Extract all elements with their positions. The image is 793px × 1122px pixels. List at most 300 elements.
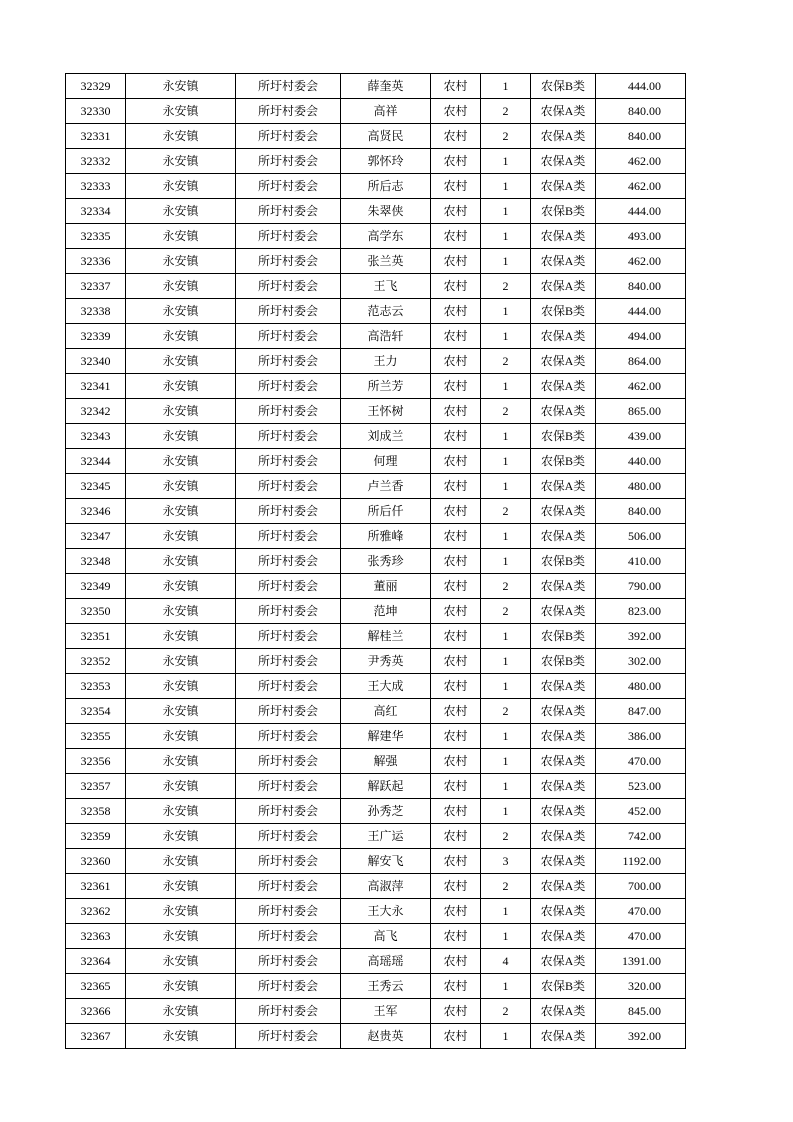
cell-village: 所圩村委会 bbox=[236, 199, 341, 224]
cell-village: 所圩村委会 bbox=[236, 149, 341, 174]
cell-count: 2 bbox=[481, 124, 531, 149]
cell-category: 农保A类 bbox=[531, 724, 596, 749]
table-row bbox=[66, 599, 686, 624]
cell-town: 永安镇 bbox=[126, 624, 236, 649]
table-row bbox=[66, 549, 686, 574]
cell-town: 永安镇 bbox=[126, 849, 236, 874]
cell-category: 农保A类 bbox=[531, 899, 596, 924]
cell-residence: 农村 bbox=[431, 574, 481, 599]
table-row bbox=[66, 174, 686, 199]
cell-category: 农保A类 bbox=[531, 1024, 596, 1049]
cell-name: 王广运 bbox=[341, 824, 431, 849]
cell-residence: 农村 bbox=[431, 624, 481, 649]
cell-town: 永安镇 bbox=[126, 399, 236, 424]
cell-id: 32350 bbox=[66, 599, 126, 624]
cell-village: 所圩村委会 bbox=[236, 349, 341, 374]
cell-town: 永安镇 bbox=[126, 874, 236, 899]
cell-town: 永安镇 bbox=[126, 449, 236, 474]
cell-town: 永安镇 bbox=[126, 1024, 236, 1049]
cell-name: 王飞 bbox=[341, 274, 431, 299]
cell-town: 永安镇 bbox=[126, 74, 236, 99]
cell-id: 32360 bbox=[66, 849, 126, 874]
table-row bbox=[66, 149, 686, 174]
cell-residence: 农村 bbox=[431, 374, 481, 399]
table-row bbox=[66, 974, 686, 999]
cell-id: 32361 bbox=[66, 874, 126, 899]
cell-category: 农保B类 bbox=[531, 199, 596, 224]
cell-town: 永安镇 bbox=[126, 249, 236, 274]
cell-town: 永安镇 bbox=[126, 99, 236, 124]
cell-village: 所圩村委会 bbox=[236, 449, 341, 474]
cell-name: 王大成 bbox=[341, 674, 431, 699]
cell-name: 解安飞 bbox=[341, 849, 431, 874]
cell-amount: 470.00 bbox=[596, 924, 686, 949]
cell-id: 32355 bbox=[66, 724, 126, 749]
cell-residence: 农村 bbox=[431, 424, 481, 449]
cell-residence: 农村 bbox=[431, 74, 481, 99]
cell-count: 1 bbox=[481, 199, 531, 224]
cell-residence: 农村 bbox=[431, 799, 481, 824]
cell-amount: 392.00 bbox=[596, 1024, 686, 1049]
cell-name: 高学东 bbox=[341, 224, 431, 249]
table-row bbox=[66, 1024, 686, 1049]
cell-count: 2 bbox=[481, 499, 531, 524]
table-row bbox=[66, 124, 686, 149]
cell-residence: 农村 bbox=[431, 199, 481, 224]
cell-town: 永安镇 bbox=[126, 324, 236, 349]
cell-name: 郭怀玲 bbox=[341, 149, 431, 174]
cell-name: 何理 bbox=[341, 449, 431, 474]
cell-name: 所后志 bbox=[341, 174, 431, 199]
cell-category: 农保B类 bbox=[531, 549, 596, 574]
cell-id: 32332 bbox=[66, 149, 126, 174]
cell-category: 农保A类 bbox=[531, 749, 596, 774]
cell-category: 农保A类 bbox=[531, 499, 596, 524]
table-row bbox=[66, 99, 686, 124]
cell-count: 1 bbox=[481, 524, 531, 549]
cell-category: 农保A类 bbox=[531, 99, 596, 124]
cell-amount: 480.00 bbox=[596, 474, 686, 499]
cell-amount: 840.00 bbox=[596, 124, 686, 149]
cell-id: 32346 bbox=[66, 499, 126, 524]
cell-count: 1 bbox=[481, 624, 531, 649]
cell-amount: 864.00 bbox=[596, 349, 686, 374]
cell-amount: 494.00 bbox=[596, 324, 686, 349]
cell-residence: 农村 bbox=[431, 674, 481, 699]
cell-category: 农保B类 bbox=[531, 449, 596, 474]
cell-id: 32334 bbox=[66, 199, 126, 224]
table-row bbox=[66, 299, 686, 324]
cell-id: 32349 bbox=[66, 574, 126, 599]
cell-category: 农保B类 bbox=[531, 624, 596, 649]
cell-category: 农保B类 bbox=[531, 74, 596, 99]
cell-count: 1 bbox=[481, 774, 531, 799]
cell-amount: 439.00 bbox=[596, 424, 686, 449]
cell-name: 薛奎英 bbox=[341, 74, 431, 99]
cell-name: 所兰芳 bbox=[341, 374, 431, 399]
cell-residence: 农村 bbox=[431, 174, 481, 199]
cell-residence: 农村 bbox=[431, 699, 481, 724]
cell-village: 所圩村委会 bbox=[236, 299, 341, 324]
cell-town: 永安镇 bbox=[126, 349, 236, 374]
cell-name: 朱翠侠 bbox=[341, 199, 431, 224]
cell-amount: 320.00 bbox=[596, 974, 686, 999]
cell-town: 永安镇 bbox=[126, 749, 236, 774]
cell-village: 所圩村委会 bbox=[236, 474, 341, 499]
cell-count: 2 bbox=[481, 99, 531, 124]
cell-amount: 462.00 bbox=[596, 149, 686, 174]
cell-name: 解建华 bbox=[341, 724, 431, 749]
cell-village: 所圩村委会 bbox=[236, 974, 341, 999]
cell-village: 所圩村委会 bbox=[236, 174, 341, 199]
cell-count: 1 bbox=[481, 1024, 531, 1049]
cell-count: 2 bbox=[481, 824, 531, 849]
cell-residence: 农村 bbox=[431, 924, 481, 949]
cell-category: 农保A类 bbox=[531, 349, 596, 374]
cell-category: 农保A类 bbox=[531, 774, 596, 799]
cell-id: 32340 bbox=[66, 349, 126, 374]
table-row bbox=[66, 199, 686, 224]
cell-village: 所圩村委会 bbox=[236, 949, 341, 974]
table-row bbox=[66, 274, 686, 299]
cell-residence: 农村 bbox=[431, 849, 481, 874]
cell-count: 2 bbox=[481, 874, 531, 899]
table-row bbox=[66, 749, 686, 774]
cell-village: 所圩村委会 bbox=[236, 874, 341, 899]
cell-name: 王怀树 bbox=[341, 399, 431, 424]
table-row bbox=[66, 699, 686, 724]
roster-table-body bbox=[66, 74, 686, 1049]
table-row bbox=[66, 799, 686, 824]
cell-residence: 农村 bbox=[431, 99, 481, 124]
cell-count: 4 bbox=[481, 949, 531, 974]
cell-village: 所圩村委会 bbox=[236, 224, 341, 249]
cell-town: 永安镇 bbox=[126, 299, 236, 324]
cell-id: 32358 bbox=[66, 799, 126, 824]
cell-count: 1 bbox=[481, 324, 531, 349]
cell-residence: 农村 bbox=[431, 724, 481, 749]
cell-count: 1 bbox=[481, 474, 531, 499]
cell-count: 1 bbox=[481, 224, 531, 249]
cell-id: 32336 bbox=[66, 249, 126, 274]
cell-amount: 845.00 bbox=[596, 999, 686, 1024]
cell-village: 所圩村委会 bbox=[236, 899, 341, 924]
table-row bbox=[66, 349, 686, 374]
cell-residence: 农村 bbox=[431, 524, 481, 549]
table-row bbox=[66, 574, 686, 599]
cell-town: 永安镇 bbox=[126, 274, 236, 299]
cell-residence: 农村 bbox=[431, 324, 481, 349]
cell-category: 农保A类 bbox=[531, 124, 596, 149]
cell-amount: 1391.00 bbox=[596, 949, 686, 974]
cell-village: 所圩村委会 bbox=[236, 274, 341, 299]
cell-count: 1 bbox=[481, 74, 531, 99]
cell-town: 永安镇 bbox=[126, 224, 236, 249]
cell-id: 32329 bbox=[66, 74, 126, 99]
cell-amount: 444.00 bbox=[596, 199, 686, 224]
cell-count: 1 bbox=[481, 449, 531, 474]
cell-count: 1 bbox=[481, 549, 531, 574]
cell-name: 张秀珍 bbox=[341, 549, 431, 574]
cell-name: 王军 bbox=[341, 999, 431, 1024]
cell-id: 32347 bbox=[66, 524, 126, 549]
cell-id: 32353 bbox=[66, 674, 126, 699]
table-row bbox=[66, 424, 686, 449]
cell-town: 永安镇 bbox=[126, 124, 236, 149]
cell-name: 解桂兰 bbox=[341, 624, 431, 649]
cell-town: 永安镇 bbox=[126, 199, 236, 224]
table-row bbox=[66, 224, 686, 249]
cell-residence: 农村 bbox=[431, 124, 481, 149]
cell-town: 永安镇 bbox=[126, 924, 236, 949]
cell-amount: 700.00 bbox=[596, 874, 686, 899]
cell-village: 所圩村委会 bbox=[236, 99, 341, 124]
cell-amount: 865.00 bbox=[596, 399, 686, 424]
cell-town: 永安镇 bbox=[126, 574, 236, 599]
cell-town: 永安镇 bbox=[126, 724, 236, 749]
cell-town: 永安镇 bbox=[126, 649, 236, 674]
cell-id: 32339 bbox=[66, 324, 126, 349]
cell-category: 农保A类 bbox=[531, 399, 596, 424]
cell-amount: 470.00 bbox=[596, 899, 686, 924]
cell-village: 所圩村委会 bbox=[236, 849, 341, 874]
cell-id: 32365 bbox=[66, 974, 126, 999]
cell-count: 1 bbox=[481, 299, 531, 324]
cell-name: 高瑶瑶 bbox=[341, 949, 431, 974]
cell-id: 32341 bbox=[66, 374, 126, 399]
cell-town: 永安镇 bbox=[126, 799, 236, 824]
cell-id: 32343 bbox=[66, 424, 126, 449]
cell-name: 范坤 bbox=[341, 599, 431, 624]
cell-count: 2 bbox=[481, 999, 531, 1024]
cell-name: 高祥 bbox=[341, 99, 431, 124]
cell-name: 高飞 bbox=[341, 924, 431, 949]
cell-name: 所雅峰 bbox=[341, 524, 431, 549]
cell-town: 永安镇 bbox=[126, 699, 236, 724]
table-row bbox=[66, 999, 686, 1024]
cell-name: 王大永 bbox=[341, 899, 431, 924]
table-row bbox=[66, 924, 686, 949]
cell-count: 1 bbox=[481, 799, 531, 824]
cell-residence: 农村 bbox=[431, 149, 481, 174]
cell-amount: 847.00 bbox=[596, 699, 686, 724]
cell-residence: 农村 bbox=[431, 649, 481, 674]
cell-amount: 392.00 bbox=[596, 624, 686, 649]
cell-name: 所后仟 bbox=[341, 499, 431, 524]
table-row bbox=[66, 874, 686, 899]
cell-village: 所圩村委会 bbox=[236, 724, 341, 749]
table-row bbox=[66, 399, 686, 424]
cell-name: 刘成兰 bbox=[341, 424, 431, 449]
table-row bbox=[66, 249, 686, 274]
cell-amount: 840.00 bbox=[596, 274, 686, 299]
table-row bbox=[66, 449, 686, 474]
cell-id: 32359 bbox=[66, 824, 126, 849]
table-row bbox=[66, 324, 686, 349]
cell-village: 所圩村委会 bbox=[236, 999, 341, 1024]
cell-village: 所圩村委会 bbox=[236, 499, 341, 524]
cell-id: 32337 bbox=[66, 274, 126, 299]
cell-amount: 452.00 bbox=[596, 799, 686, 824]
cell-residence: 农村 bbox=[431, 874, 481, 899]
cell-category: 农保A类 bbox=[531, 999, 596, 1024]
cell-count: 1 bbox=[481, 924, 531, 949]
cell-town: 永安镇 bbox=[126, 524, 236, 549]
cell-residence: 农村 bbox=[431, 974, 481, 999]
cell-category: 农保A类 bbox=[531, 874, 596, 899]
cell-town: 永安镇 bbox=[126, 824, 236, 849]
cell-count: 1 bbox=[481, 724, 531, 749]
cell-village: 所圩村委会 bbox=[236, 774, 341, 799]
cell-id: 32364 bbox=[66, 949, 126, 974]
table-row bbox=[66, 624, 686, 649]
cell-name: 赵贵英 bbox=[341, 1024, 431, 1049]
cell-residence: 农村 bbox=[431, 249, 481, 274]
cell-amount: 840.00 bbox=[596, 499, 686, 524]
cell-village: 所圩村委会 bbox=[236, 374, 341, 399]
cell-category: 农保A类 bbox=[531, 674, 596, 699]
cell-category: 农保A类 bbox=[531, 849, 596, 874]
cell-town: 永安镇 bbox=[126, 899, 236, 924]
table-row bbox=[66, 949, 686, 974]
cell-amount: 462.00 bbox=[596, 174, 686, 199]
cell-village: 所圩村委会 bbox=[236, 399, 341, 424]
cell-category: 农保A类 bbox=[531, 174, 596, 199]
cell-town: 永安镇 bbox=[126, 374, 236, 399]
cell-amount: 1192.00 bbox=[596, 849, 686, 874]
cell-residence: 农村 bbox=[431, 399, 481, 424]
cell-name: 高淑萍 bbox=[341, 874, 431, 899]
cell-town: 永安镇 bbox=[126, 949, 236, 974]
cell-amount: 410.00 bbox=[596, 549, 686, 574]
cell-id: 32330 bbox=[66, 99, 126, 124]
cell-village: 所圩村委会 bbox=[236, 249, 341, 274]
table-row bbox=[66, 774, 686, 799]
table-row bbox=[66, 724, 686, 749]
roster-table bbox=[65, 73, 686, 1049]
cell-town: 永安镇 bbox=[126, 174, 236, 199]
cell-category: 农保B类 bbox=[531, 974, 596, 999]
cell-residence: 农村 bbox=[431, 949, 481, 974]
table-row bbox=[66, 499, 686, 524]
cell-amount: 506.00 bbox=[596, 524, 686, 549]
cell-amount: 523.00 bbox=[596, 774, 686, 799]
cell-name: 王力 bbox=[341, 349, 431, 374]
cell-count: 1 bbox=[481, 149, 531, 174]
table-row bbox=[66, 899, 686, 924]
cell-category: 农保A类 bbox=[531, 224, 596, 249]
cell-residence: 农村 bbox=[431, 824, 481, 849]
cell-count: 1 bbox=[481, 174, 531, 199]
cell-count: 2 bbox=[481, 274, 531, 299]
cell-residence: 农村 bbox=[431, 774, 481, 799]
cell-name: 高浩轩 bbox=[341, 324, 431, 349]
cell-category: 农保A类 bbox=[531, 524, 596, 549]
table-row bbox=[66, 474, 686, 499]
cell-category: 农保B类 bbox=[531, 649, 596, 674]
cell-village: 所圩村委会 bbox=[236, 749, 341, 774]
cell-amount: 790.00 bbox=[596, 574, 686, 599]
cell-name: 高红 bbox=[341, 699, 431, 724]
cell-category: 农保A类 bbox=[531, 799, 596, 824]
cell-residence: 农村 bbox=[431, 1024, 481, 1049]
cell-category: 农保A类 bbox=[531, 574, 596, 599]
cell-town: 永安镇 bbox=[126, 424, 236, 449]
cell-amount: 386.00 bbox=[596, 724, 686, 749]
cell-amount: 470.00 bbox=[596, 749, 686, 774]
cell-residence: 农村 bbox=[431, 349, 481, 374]
table-row bbox=[66, 849, 686, 874]
cell-name: 范志云 bbox=[341, 299, 431, 324]
cell-name: 孙秀芝 bbox=[341, 799, 431, 824]
cell-count: 1 bbox=[481, 249, 531, 274]
cell-village: 所圩村委会 bbox=[236, 599, 341, 624]
cell-village: 所圩村委会 bbox=[236, 574, 341, 599]
cell-residence: 农村 bbox=[431, 549, 481, 574]
cell-village: 所圩村委会 bbox=[236, 424, 341, 449]
cell-amount: 742.00 bbox=[596, 824, 686, 849]
cell-id: 32338 bbox=[66, 299, 126, 324]
cell-id: 32356 bbox=[66, 749, 126, 774]
cell-village: 所圩村委会 bbox=[236, 699, 341, 724]
cell-amount: 462.00 bbox=[596, 374, 686, 399]
cell-village: 所圩村委会 bbox=[236, 924, 341, 949]
cell-residence: 农村 bbox=[431, 499, 481, 524]
cell-town: 永安镇 bbox=[126, 999, 236, 1024]
cell-town: 永安镇 bbox=[126, 774, 236, 799]
cell-count: 2 bbox=[481, 574, 531, 599]
cell-count: 1 bbox=[481, 674, 531, 699]
cell-id: 32357 bbox=[66, 774, 126, 799]
cell-town: 永安镇 bbox=[126, 674, 236, 699]
cell-count: 1 bbox=[481, 899, 531, 924]
cell-residence: 农村 bbox=[431, 224, 481, 249]
cell-category: 农保B类 bbox=[531, 424, 596, 449]
cell-id: 32367 bbox=[66, 1024, 126, 1049]
cell-residence: 农村 bbox=[431, 474, 481, 499]
table-row bbox=[66, 74, 686, 99]
cell-residence: 农村 bbox=[431, 749, 481, 774]
cell-residence: 农村 bbox=[431, 274, 481, 299]
cell-category: 农保A类 bbox=[531, 274, 596, 299]
cell-count: 2 bbox=[481, 349, 531, 374]
cell-name: 解强 bbox=[341, 749, 431, 774]
cell-name: 高贤民 bbox=[341, 124, 431, 149]
cell-id: 32354 bbox=[66, 699, 126, 724]
cell-id: 32342 bbox=[66, 399, 126, 424]
cell-count: 1 bbox=[481, 749, 531, 774]
table-row bbox=[66, 649, 686, 674]
cell-category: 农保A类 bbox=[531, 924, 596, 949]
cell-town: 永安镇 bbox=[126, 549, 236, 574]
cell-residence: 农村 bbox=[431, 599, 481, 624]
cell-amount: 444.00 bbox=[596, 299, 686, 324]
cell-count: 2 bbox=[481, 599, 531, 624]
cell-name: 卢兰香 bbox=[341, 474, 431, 499]
cell-town: 永安镇 bbox=[126, 499, 236, 524]
cell-amount: 302.00 bbox=[596, 649, 686, 674]
cell-id: 32335 bbox=[66, 224, 126, 249]
cell-amount: 462.00 bbox=[596, 249, 686, 274]
cell-amount: 440.00 bbox=[596, 449, 686, 474]
cell-town: 永安镇 bbox=[126, 599, 236, 624]
cell-amount: 823.00 bbox=[596, 599, 686, 624]
cell-id: 32352 bbox=[66, 649, 126, 674]
cell-name: 董丽 bbox=[341, 574, 431, 599]
cell-town: 永安镇 bbox=[126, 974, 236, 999]
cell-id: 32345 bbox=[66, 474, 126, 499]
cell-village: 所圩村委会 bbox=[236, 624, 341, 649]
